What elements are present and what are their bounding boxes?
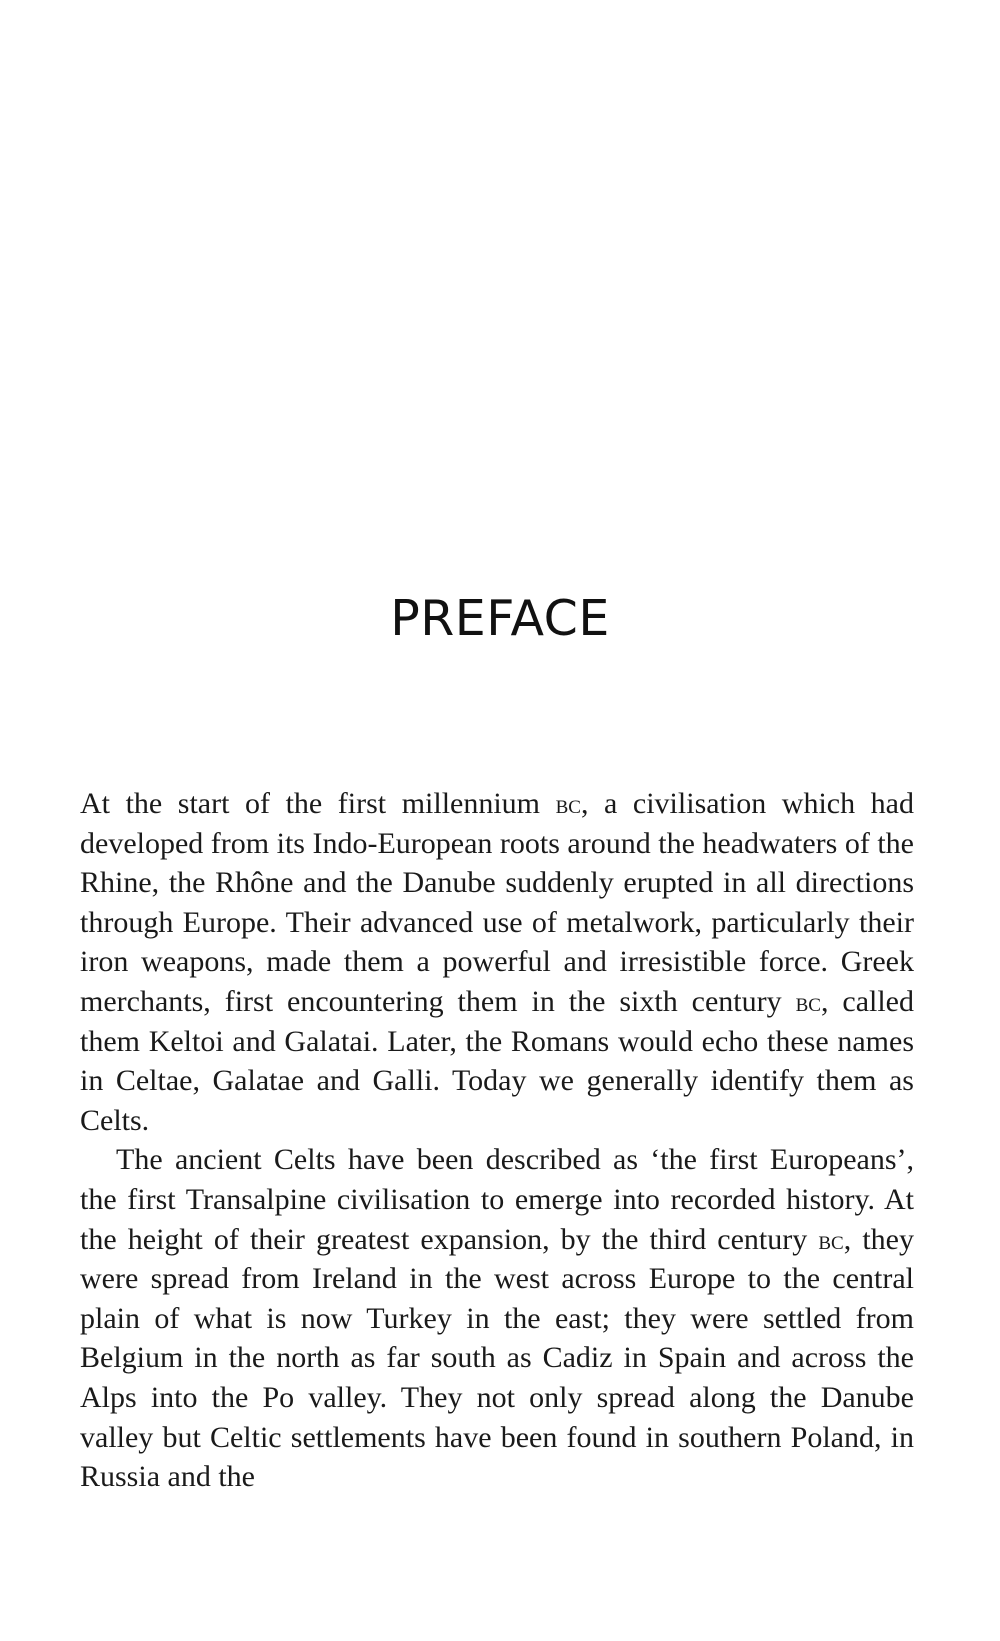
text-run: At the start of the first millennium	[80, 787, 556, 820]
text-run: , called them Keltoi and Galatai. Later, the Romans would echo these names in Celtae, Galatae and Galli. Today we generally identify them as Celts.	[80, 984, 915, 1137]
text-run: , they were spread from Ireland in the west across Europe to the central plain of what is now Turkey in the east; they were settled from Belgium in the north as far south as Cadiz in Spain and across the Alps into the Po valley. They not only spread along the Danube valley but Celtic settlements have been found in southern Poland, in Russia and the	[80, 1222, 914, 1494]
text-run: The ancient Celts have been described as ‘the first Europeans’, the first Transalpine civilisation to emerge into recorded history. At the height of their greatest expansion, by the third century	[80, 1143, 914, 1256]
era-abbreviation: bc	[818, 1223, 844, 1255]
era-abbreviation: bc	[555, 788, 581, 819]
page-title: PREFACE	[390, 590, 610, 647]
paragraph-2	[80, 1140, 914, 1496]
text-run: , a civilisation which had developed from its Indo-European roots around the headwaters of the Rhine, the Rhône and the Danube suddenly erupted in all directions through Europe. Their advanced use of metalwork, particularly their iron weapons, made them a powerful and irresistible force. Greek merchants, first encountering them in the sixth century	[80, 787, 914, 1018]
paragraph-1	[80, 784, 914, 1140]
body-text	[80, 784, 914, 1497]
era-abbreviation: bc	[795, 985, 821, 1017]
